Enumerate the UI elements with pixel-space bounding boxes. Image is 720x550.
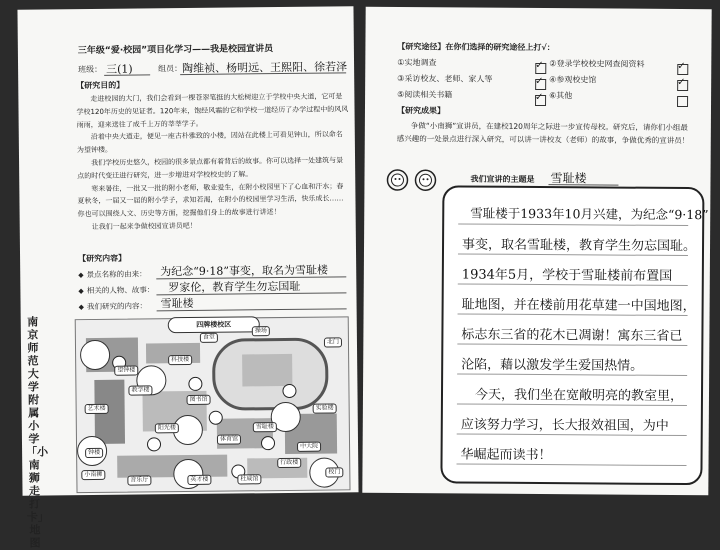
map-label: 图书馆 bbox=[187, 395, 211, 405]
result-heading: 【研究成果】 bbox=[396, 106, 446, 116]
map-label: 操场 bbox=[252, 326, 270, 336]
card-title-value: 雪耻楼 bbox=[550, 171, 587, 186]
content-row bbox=[78, 284, 154, 297]
map-label: 中大院 bbox=[297, 442, 321, 452]
map-label: 体育馆 bbox=[217, 434, 241, 444]
map-title: 四牌楼校区 bbox=[168, 316, 260, 333]
presentation-card bbox=[440, 185, 709, 485]
goal-paragraph: 我们学校历史悠久，校园的很多景点都有着背后的故事。你可以选择一处建筑与景点的时代变迁进行研究，进一步增进对学校校史的了解。 bbox=[77, 156, 344, 180]
path-text: 实地调查 bbox=[404, 58, 437, 68]
handwritten-line: 耻地图，并在楼前用花草建一中国地图， bbox=[461, 297, 696, 315]
row-label: 相关的人物、故事： bbox=[86, 285, 155, 296]
path-option bbox=[549, 74, 596, 86]
path-num: ④ bbox=[549, 75, 557, 85]
row-label: 景点名称的由来： bbox=[86, 269, 147, 280]
location-pin-icon bbox=[261, 436, 275, 450]
handwritten-line: 华崛起而读书！ bbox=[460, 447, 552, 464]
check-icon bbox=[535, 95, 546, 106]
worksheet-title: 三年级“爱·校园”项目化学习——我是校园宣讲员 bbox=[77, 44, 274, 57]
row-value: 雪耻楼 bbox=[160, 296, 194, 311]
path-text: 采访校友、老师、家人等 bbox=[404, 74, 493, 84]
location-pin-icon bbox=[209, 411, 223, 425]
map-label: 望钟楼 bbox=[114, 366, 138, 376]
row-value: 为纪念“9·18”事变，取名为雪耻楼 bbox=[160, 263, 329, 279]
row-label: 我们研究的内容： bbox=[86, 301, 148, 312]
map-label: 英才楼 bbox=[187, 475, 211, 485]
content-row bbox=[78, 268, 147, 281]
map-label: 行政楼 bbox=[277, 458, 301, 468]
content-heading: 【研究内容】 bbox=[78, 253, 127, 264]
map-label: 科技楼 bbox=[168, 355, 192, 365]
location-pin-icon bbox=[282, 384, 296, 398]
goal-paragraph: 走进校园的大门，我们会看到一棵苍翠笔挺的大松树迎立于学校中央大道，它可是学校120年历史的见证者。120年来，饱经风霜的它和学校一道经历了办学过程中的风风雨雨，迎来送往了成千上万的莘莘学子。 bbox=[76, 92, 349, 129]
path-option bbox=[397, 89, 452, 101]
path-num: ① bbox=[397, 58, 405, 68]
path-option bbox=[549, 58, 644, 71]
handwritten-line: 标志东三省的花木已凋谢！寓东三省已 bbox=[461, 327, 683, 345]
map-label: 教学楼 bbox=[128, 385, 152, 395]
path-text: 参观校史馆 bbox=[556, 75, 597, 85]
check-icon bbox=[677, 80, 688, 91]
path-checkbox[interactable] bbox=[535, 90, 549, 109]
path-heading: 【研究途径】在你们选择的研究途径上打√： bbox=[397, 42, 555, 53]
goal-paragraph: 让我们一起来争做校园宣讲员吧！ bbox=[91, 221, 197, 231]
diamond-icon: ◆ bbox=[78, 287, 84, 296]
map-label: 艺术楼 bbox=[85, 404, 109, 414]
card-title-label: 我们宣讲的主题是 bbox=[470, 174, 535, 184]
goal-paragraph: 沿着中央大道走，便见一座古朴雅致的小楼，因站在此楼上可看见钟山，所以命名为望钟楼。 bbox=[76, 130, 343, 155]
group-value: 陶维祯、杨明远、王熙阳、徐若泽 bbox=[182, 60, 348, 76]
handwritten-line: 应该努力学习，长大报效祖国，为中 bbox=[460, 417, 669, 434]
map-vertical-title: 南京师范大学附属小学「小南狮走打卡」地图 bbox=[26, 315, 49, 550]
map-label: 音乐厅 bbox=[127, 475, 151, 485]
handwritten-line: 沦陷，藉以激发学生爱国热情。 bbox=[461, 357, 644, 374]
field-center bbox=[242, 354, 292, 387]
path-num: ⑥ bbox=[549, 91, 557, 101]
map-label: 校门 bbox=[325, 467, 343, 477]
map-label: 食堂 bbox=[200, 333, 218, 343]
location-pin-icon bbox=[188, 377, 202, 391]
map-label: 阳光楼 bbox=[155, 423, 179, 433]
left-page bbox=[17, 6, 358, 550]
group-label: 组员： bbox=[158, 64, 183, 74]
path-num: ③ bbox=[397, 74, 405, 84]
path-text: 阅读相关书籍 bbox=[404, 90, 453, 100]
handwritten-line: 1934年5月，学校于雪耻楼前布置国 bbox=[461, 267, 673, 284]
path-option bbox=[397, 73, 492, 86]
map-label: 雪耻楼 bbox=[253, 422, 277, 432]
goal-text bbox=[76, 90, 349, 234]
class-value: 三(1) bbox=[106, 62, 133, 76]
location-pin-icon bbox=[147, 437, 161, 451]
diamond-icon: ◆ bbox=[78, 303, 85, 312]
handwritten-line: 今天，我们坐在宽敞明亮的教室里， bbox=[474, 387, 684, 405]
content-row bbox=[79, 300, 148, 313]
row-value: 罗家伦，教育学生勿忘国耻 bbox=[168, 279, 301, 295]
map-stamp-circle bbox=[80, 340, 110, 370]
diamond-icon: ◆ bbox=[78, 271, 84, 280]
building-block bbox=[117, 455, 227, 478]
result-text: 争做“小南狮”宣讲员，在建校120周年之际进一步宣传母校。研究后，请你们小组最感兴趣的一处景点进行深入研究，可以讲一讲校友（老师）的故事，争做优秀的宣讲员！ bbox=[396, 121, 690, 146]
path-checkbox[interactable] bbox=[677, 91, 691, 110]
lion-mascot-icon bbox=[384, 167, 440, 193]
check-icon bbox=[535, 63, 546, 74]
path-option bbox=[397, 57, 436, 69]
map-label: 北门 bbox=[324, 337, 342, 347]
path-option bbox=[549, 90, 572, 102]
path-text: 其他 bbox=[556, 91, 573, 101]
check-icon bbox=[677, 64, 688, 75]
map-label: 实验楼 bbox=[313, 403, 337, 413]
path-text: 登录学校校史网查阅资料 bbox=[556, 59, 645, 69]
campus-map bbox=[75, 316, 351, 493]
check-icon bbox=[535, 79, 546, 90]
checkbox-empty bbox=[677, 96, 688, 107]
class-label: 班级： bbox=[78, 64, 103, 75]
handwritten-line: 事变，取名雪耻楼，教育学生勿忘国耻。 bbox=[461, 237, 697, 255]
map-label: 小南狮 bbox=[81, 470, 105, 480]
goal-paragraph: 寒来暑往，一批又一批的附小老师，敬业爱生，在附小校园里下了心血和汗水；春夏秋冬，一届又一届的附小学子，求知若渴，在附小的校园里学习生活，快乐成长……你也可以围绕人文、历史等方面，挖掘他们身上的故事进行讲述！ bbox=[77, 181, 344, 219]
path-num: ② bbox=[549, 59, 557, 69]
map-label: 杜威馆 bbox=[237, 474, 261, 484]
handwritten-line: 雪耻楼于1933年10月兴建，为纪念“9·18” bbox=[470, 205, 709, 223]
map-label: 钟楼 bbox=[85, 448, 103, 458]
path-num: ⑤ bbox=[397, 90, 405, 100]
right-page bbox=[362, 7, 711, 495]
goal-heading: 【研究目的】 bbox=[76, 80, 125, 91]
